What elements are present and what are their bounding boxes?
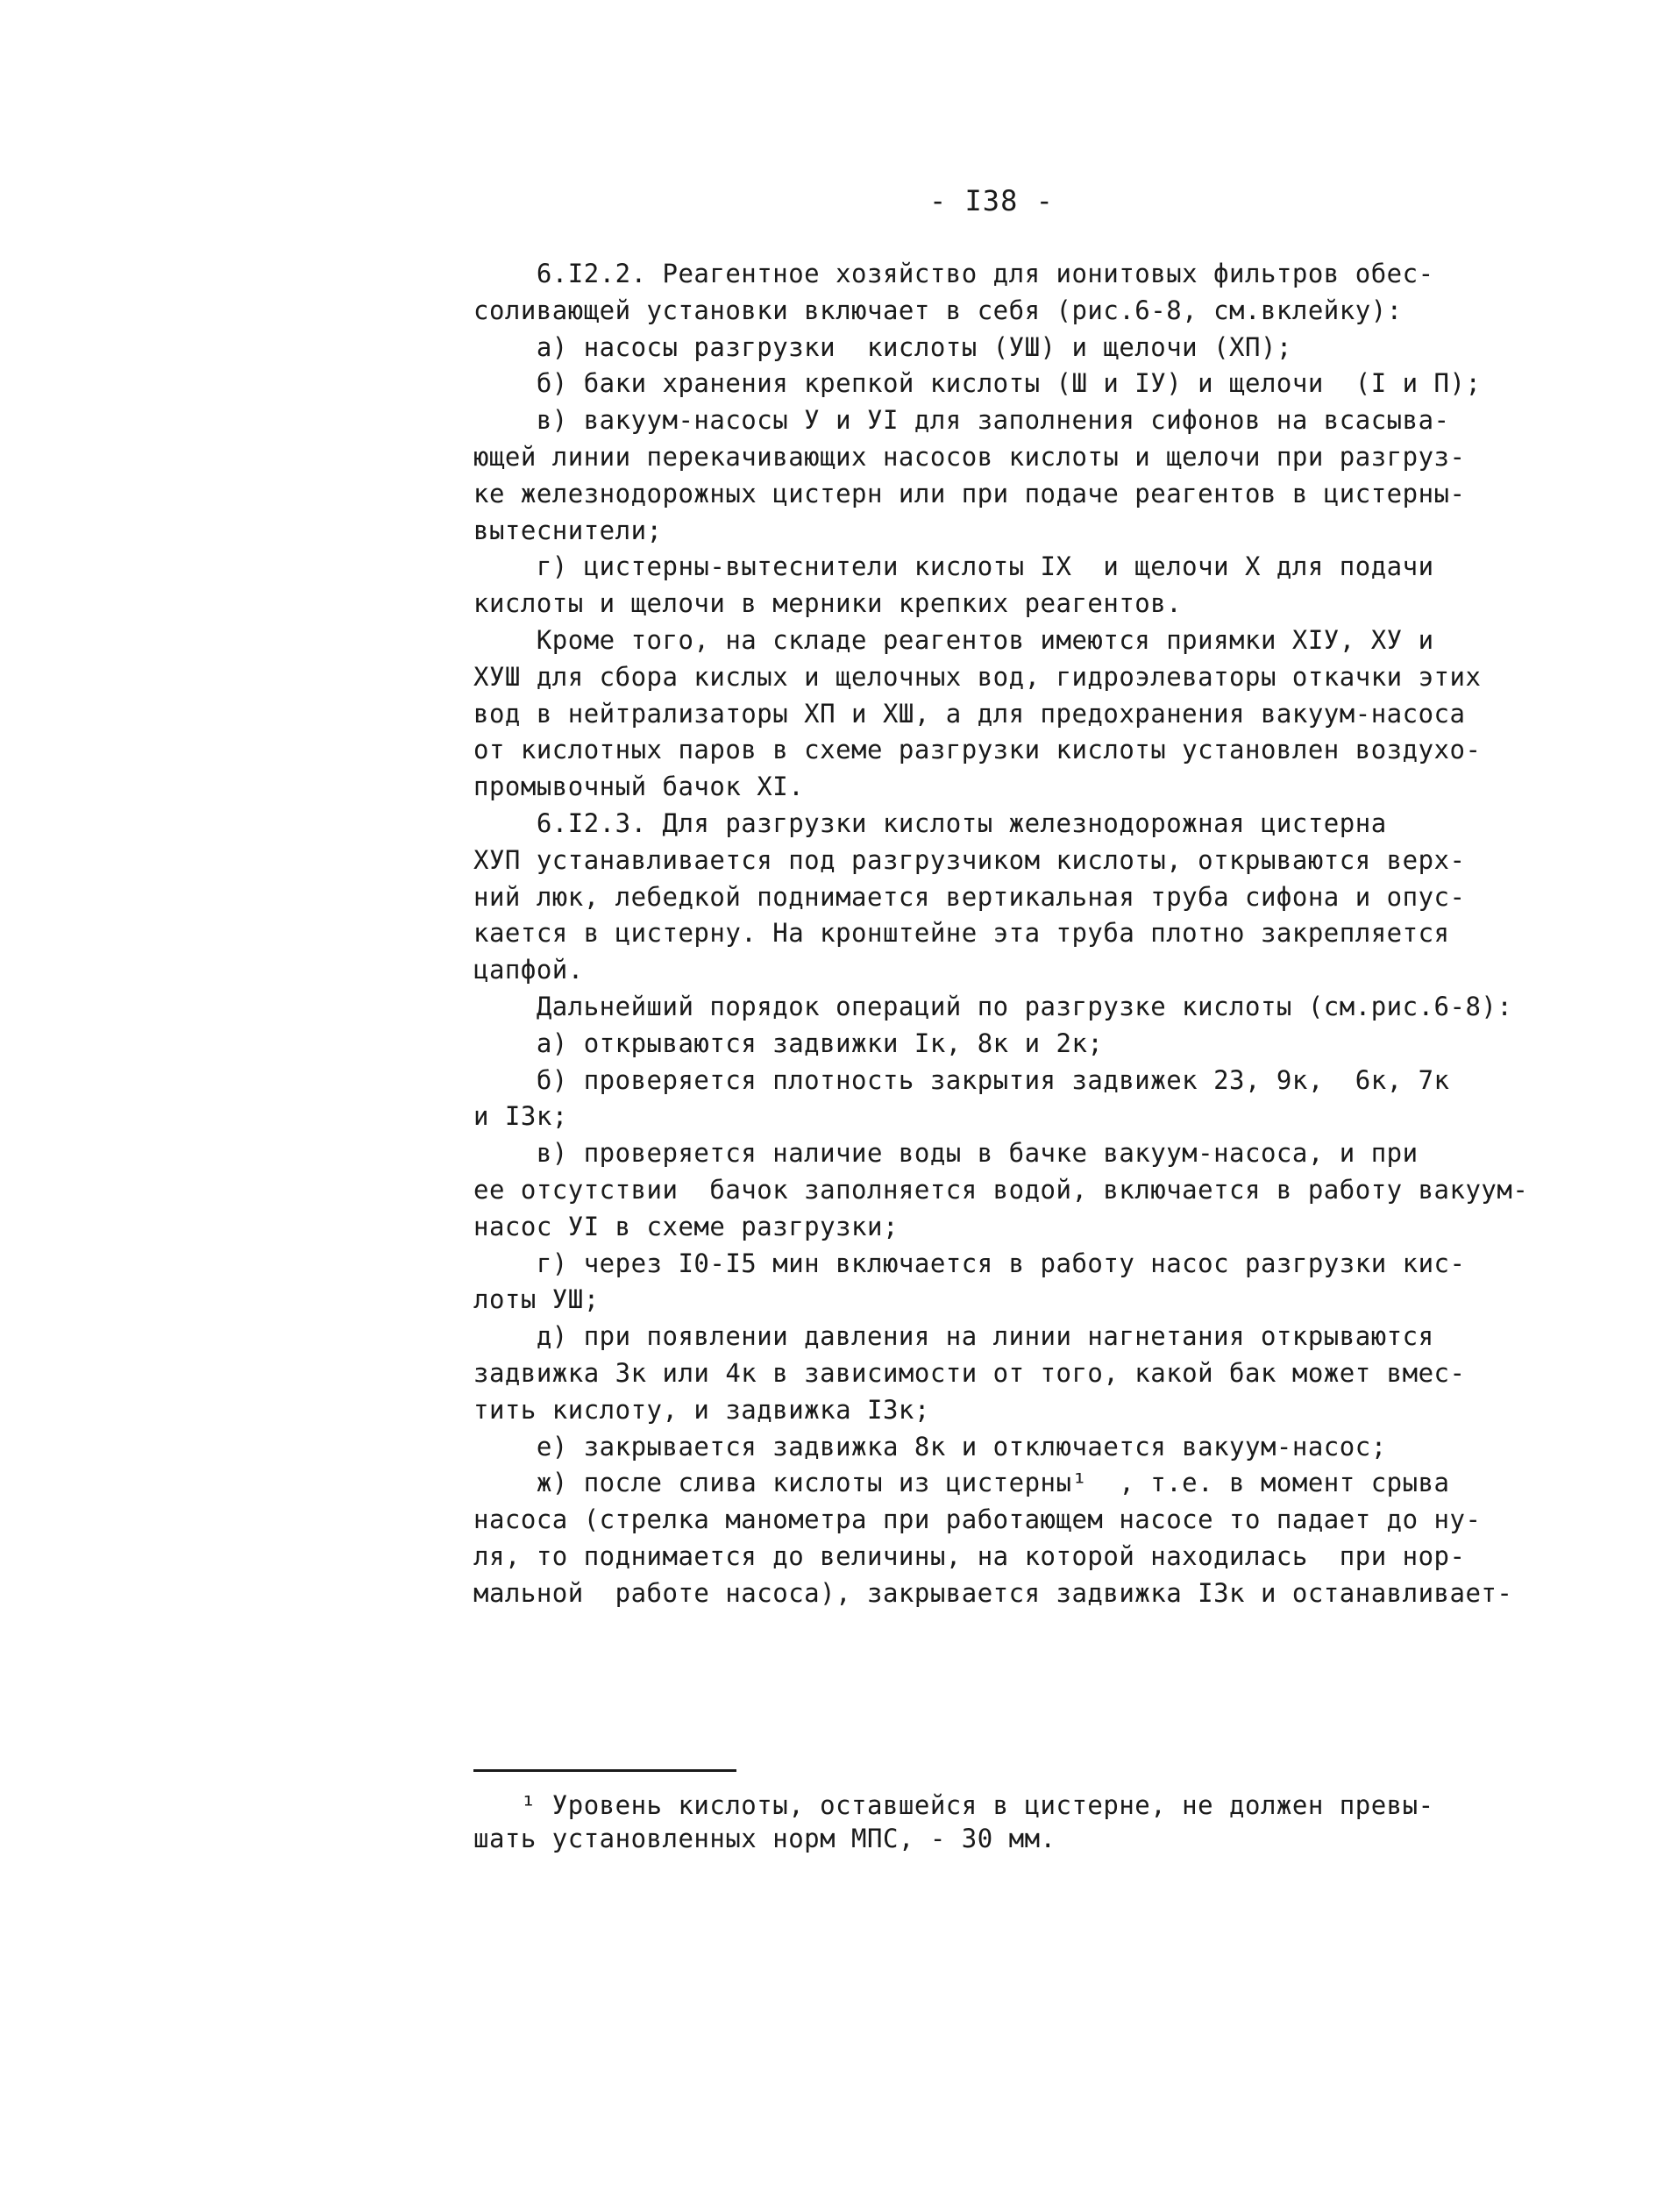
text-line: лоты УШ; — [473, 1284, 600, 1315]
text-line: Дальнейший порядок операций по разгрузке кислоты (см.рис.6-8): — [473, 991, 1513, 1021]
text-line: в) проверяется наличие воды в бачке вакуум-насоса, и при — [473, 1138, 1419, 1169]
text-line: е) закрывается задвижка 8к и отключается вакуум-насос; — [473, 1431, 1387, 1462]
text-line: цапфой. — [473, 955, 584, 985]
text-line: промывочный бачок XI. — [473, 772, 805, 802]
text-line: мальной работе насоса), закрывается задвижка I3к и останавливает- — [473, 1577, 1513, 1608]
footnote-line: шать установленных норм МПС, - 30 мм. — [473, 1824, 1056, 1853]
text-line: насоса (стрелка манометра при работающем насосе то падает до ну- — [473, 1504, 1482, 1535]
footnote — [473, 1789, 1587, 1855]
text-line: в) вакуум-насосы У и УI для заполнения сифонов на всасыва- — [473, 405, 1450, 436]
text-line: г) цистерны-вытеснители кислоты IX и щелочи X для подачи — [473, 551, 1434, 582]
text-line: от кислотных паров в схеме разгрузки кислоты установлен воздухо- — [473, 735, 1482, 765]
text-line: ж) после слива кислоты из цистерны¹ , т.е. в момент срыва — [473, 1468, 1450, 1498]
footnote-line: ¹ Уровень кислоты, оставшейся в цистерне, не должен превы- — [473, 1790, 1434, 1820]
text-line: соливающей установки включает в себя (рис.6-8, см.вклейку): — [473, 295, 1403, 325]
text-line: а) насосы разгрузки кислоты (УШ) и щелочи (ХП); — [473, 331, 1292, 362]
text-line: г) через I0-I5 мин включается в работу насос разгрузки кис- — [473, 1248, 1466, 1278]
text-line: ХУП устанавливается под разгрузчиком кислоты, открываются верх- — [473, 844, 1466, 875]
text-line: вытеснители; — [473, 515, 663, 545]
text-line: ний люк, лебедкой поднимается вертикальная труба сифона и опус- — [473, 881, 1466, 912]
page-number: - I38 - — [929, 184, 1054, 217]
text-line: 6.I2.2. Реагентное хозяйство для ионитовых фильтров обес- — [473, 259, 1434, 288]
text-line: а) открываются задвижки Iк, 8к и 2к; — [473, 1028, 1104, 1058]
text-line: Кроме того, на складе реагентов имеются приямки XIУ, ХУ и — [473, 624, 1434, 655]
text-line: ля, то поднимается до величины, на которой находилась при нор- — [473, 1540, 1466, 1571]
text-line: б) проверяется плотность закрытия задвижек 23, 9к, 6к, 7к — [473, 1064, 1450, 1095]
text-line: кислоты и щелочи в мерники крепких реагентов. — [473, 588, 1183, 619]
text-line: 6.I2.3. Для разгрузки кислоты железнодорожная цистерна — [473, 807, 1387, 838]
text-line: ке железнодорожных цистерн или при подаче реагентов в цистерны- — [473, 478, 1466, 509]
text-line: ющей линии перекачивающих насосов кислоты и щелочи при разгруз- — [473, 441, 1466, 472]
text-line: насос УI в схеме разгрузки; — [473, 1211, 899, 1241]
footnote-divider — [473, 1769, 736, 1772]
body-text — [473, 256, 1587, 1611]
text-line: б) баки хранения крепкой кислоты (Ш и IУ) и щелочи (I и П); — [473, 368, 1482, 399]
text-line: задвижка 3к или 4к в зависимости от того, какой бак может вмес- — [473, 1357, 1466, 1388]
text-line: тить кислоту, и задвижка I3к; — [473, 1394, 930, 1425]
text-line: д) при появлении давления на линии нагнетания открываются — [473, 1321, 1434, 1352]
text-line: кается в цистерну. На кронштейне эта труба плотно закрепляется — [473, 918, 1450, 949]
text-line: вод в нейтрализаторы ХП и ХШ, а для предохранения вакуум-насоса — [473, 698, 1466, 729]
text-line: ХУШ для сбора кислых и щелочных вод, гидроэлеваторы откачки этих — [473, 661, 1482, 692]
text-line: ее отсутствии бачок заполняется водой, включается в работу вакуум- — [473, 1174, 1529, 1205]
text-line: и I3к; — [473, 1101, 568, 1132]
